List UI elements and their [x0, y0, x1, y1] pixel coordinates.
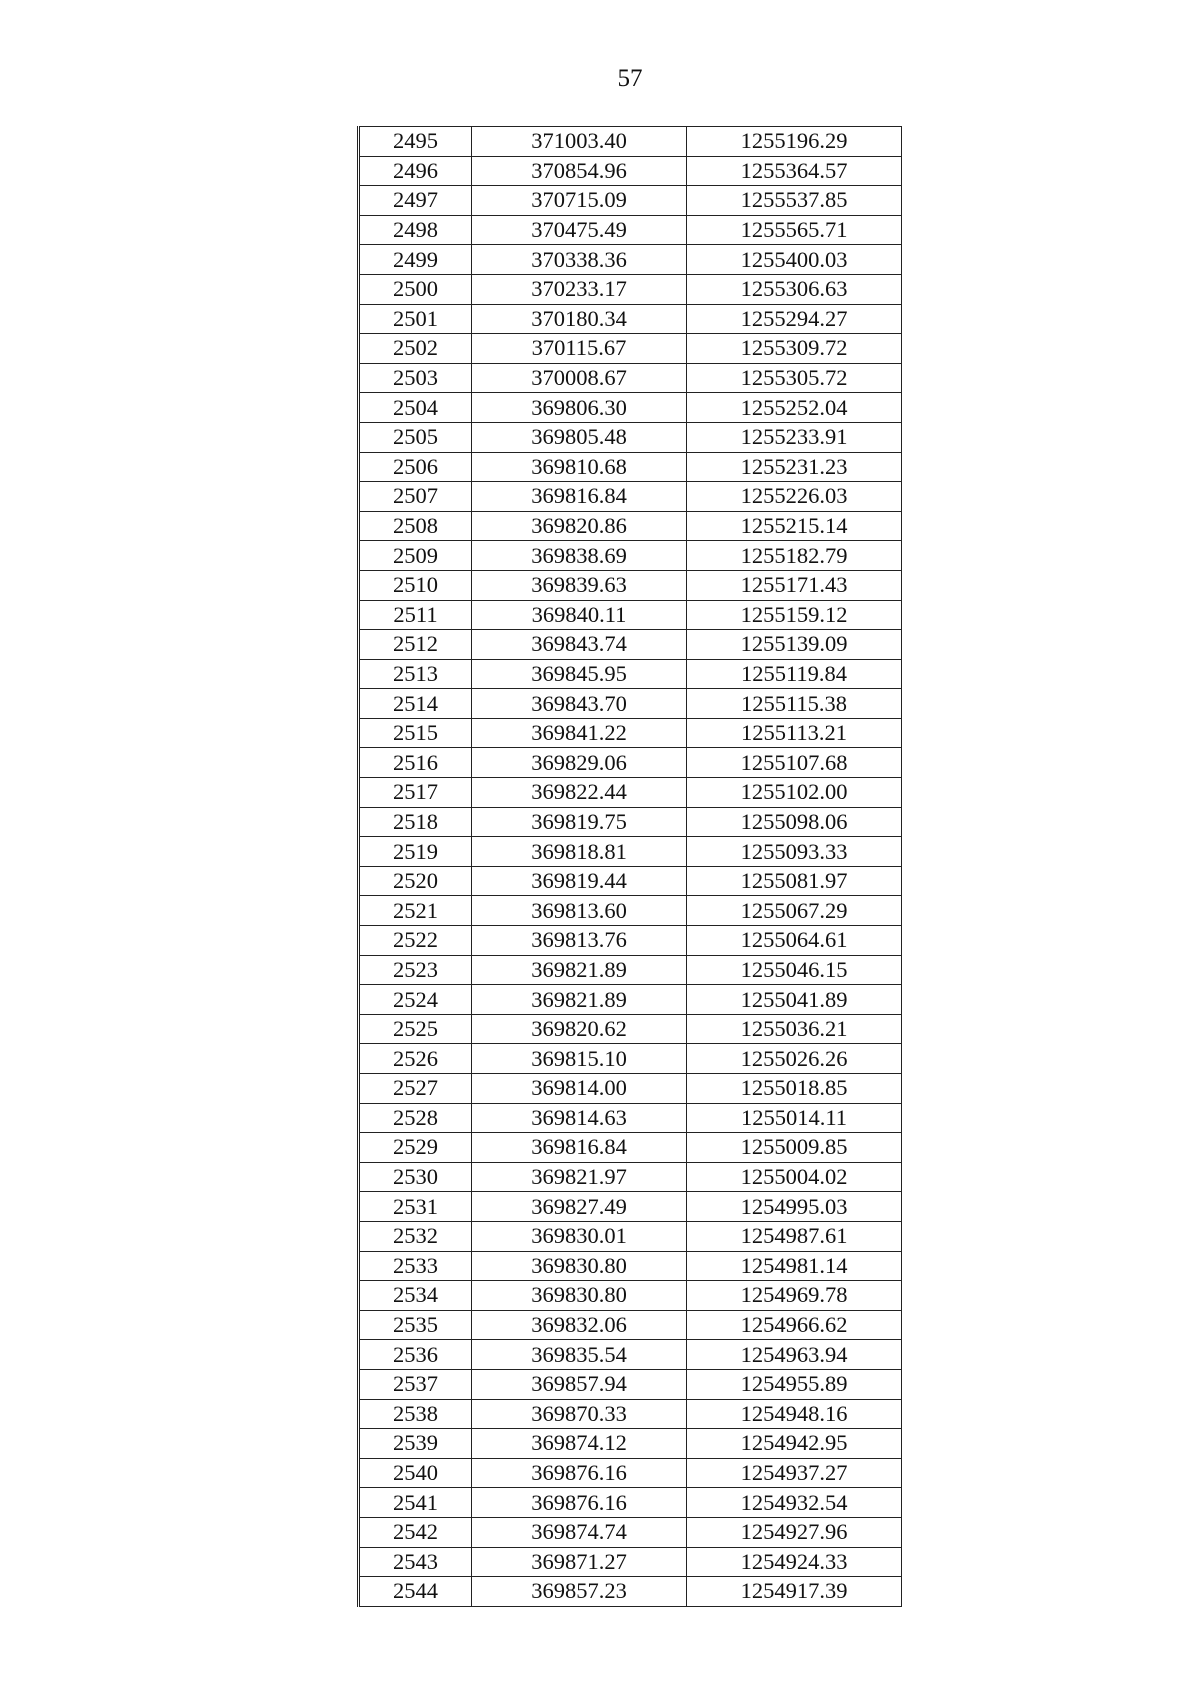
y-coordinate-cell: 1255102.00 — [687, 778, 902, 808]
point-number-cell: 2508 — [359, 511, 472, 541]
x-coordinate-cell: 369830.01 — [472, 1221, 687, 1251]
y-coordinate-cell: 1255215.14 — [687, 511, 902, 541]
point-number-cell: 2504 — [359, 393, 472, 423]
y-coordinate-cell: 1254955.89 — [687, 1369, 902, 1399]
x-coordinate-cell: 369820.86 — [472, 511, 687, 541]
table-row — [359, 630, 902, 660]
point-number-cell: 2514 — [359, 689, 472, 719]
y-coordinate-cell: 1254917.39 — [687, 1577, 902, 1607]
point-number-cell: 2517 — [359, 778, 472, 808]
x-coordinate-cell: 370008.67 — [472, 363, 687, 393]
point-number-cell: 2509 — [359, 541, 472, 571]
table-row — [359, 600, 902, 630]
x-coordinate-cell: 369838.69 — [472, 541, 687, 571]
y-coordinate-cell: 1255400.03 — [687, 245, 902, 275]
x-coordinate-cell: 369820.62 — [472, 1014, 687, 1044]
point-number-cell: 2540 — [359, 1458, 472, 1488]
table-row — [359, 334, 902, 364]
table-row — [359, 452, 902, 482]
point-number-cell: 2529 — [359, 1133, 472, 1163]
y-coordinate-cell: 1254987.61 — [687, 1221, 902, 1251]
x-coordinate-cell: 369829.06 — [472, 748, 687, 778]
table-row — [359, 1162, 902, 1192]
point-number-cell: 2539 — [359, 1429, 472, 1459]
point-number-cell: 2535 — [359, 1310, 472, 1340]
point-number-cell: 2520 — [359, 866, 472, 896]
point-number-cell: 2536 — [359, 1340, 472, 1370]
point-number-cell: 2543 — [359, 1547, 472, 1577]
x-coordinate-cell: 369813.76 — [472, 926, 687, 956]
table-row — [359, 1281, 902, 1311]
x-coordinate-cell: 369835.54 — [472, 1340, 687, 1370]
table-row — [359, 689, 902, 719]
x-coordinate-cell: 370715.09 — [472, 186, 687, 216]
point-number-cell: 2532 — [359, 1221, 472, 1251]
point-number-cell: 2497 — [359, 186, 472, 216]
x-coordinate-cell: 370854.96 — [472, 156, 687, 186]
x-coordinate-cell: 369839.63 — [472, 570, 687, 600]
point-number-cell: 2525 — [359, 1014, 472, 1044]
table-row — [359, 1369, 902, 1399]
table-row — [359, 837, 902, 867]
table-row — [359, 718, 902, 748]
table-row — [359, 186, 902, 216]
table-row — [359, 511, 902, 541]
point-number-cell: 2528 — [359, 1103, 472, 1133]
table-row — [359, 245, 902, 275]
y-coordinate-cell: 1255081.97 — [687, 866, 902, 896]
y-coordinate-cell: 1255067.29 — [687, 896, 902, 926]
x-coordinate-cell: 369871.27 — [472, 1547, 687, 1577]
y-coordinate-cell: 1255009.85 — [687, 1133, 902, 1163]
x-coordinate-cell: 369857.94 — [472, 1369, 687, 1399]
x-coordinate-cell: 369841.22 — [472, 718, 687, 748]
point-number-cell: 2512 — [359, 630, 472, 660]
point-number-cell: 2533 — [359, 1251, 472, 1281]
table-row — [359, 659, 902, 689]
table-row — [359, 926, 902, 956]
y-coordinate-cell: 1255305.72 — [687, 363, 902, 393]
point-number-cell: 2513 — [359, 659, 472, 689]
x-coordinate-cell: 370475.49 — [472, 215, 687, 245]
x-coordinate-cell: 369816.84 — [472, 482, 687, 512]
point-number-cell: 2516 — [359, 748, 472, 778]
point-number-cell: 2501 — [359, 304, 472, 334]
table-row — [359, 1103, 902, 1133]
table-row — [359, 896, 902, 926]
table-row — [359, 215, 902, 245]
x-coordinate-cell: 370115.67 — [472, 334, 687, 364]
x-coordinate-cell: 369843.74 — [472, 630, 687, 660]
x-coordinate-cell: 369845.95 — [472, 659, 687, 689]
y-coordinate-cell: 1255537.85 — [687, 186, 902, 216]
x-coordinate-cell: 369857.23 — [472, 1577, 687, 1607]
table-row — [359, 1074, 902, 1104]
table-row — [359, 127, 902, 157]
x-coordinate-cell: 369870.33 — [472, 1399, 687, 1429]
y-coordinate-cell: 1255115.38 — [687, 689, 902, 719]
y-coordinate-cell: 1255046.15 — [687, 955, 902, 985]
y-coordinate-cell: 1255004.02 — [687, 1162, 902, 1192]
y-coordinate-cell: 1255231.23 — [687, 452, 902, 482]
point-number-cell: 2507 — [359, 482, 472, 512]
table-row — [359, 1192, 902, 1222]
y-coordinate-cell: 1255026.26 — [687, 1044, 902, 1074]
y-coordinate-cell: 1255252.04 — [687, 393, 902, 423]
table-row — [359, 570, 902, 600]
x-coordinate-cell: 369814.00 — [472, 1074, 687, 1104]
table-row — [359, 1044, 902, 1074]
point-number-cell: 2530 — [359, 1162, 472, 1192]
table-row — [359, 393, 902, 423]
table-row — [359, 541, 902, 571]
y-coordinate-cell: 1255139.09 — [687, 630, 902, 660]
y-coordinate-cell: 1255565.71 — [687, 215, 902, 245]
y-coordinate-cell: 1254942.95 — [687, 1429, 902, 1459]
y-coordinate-cell: 1255294.27 — [687, 304, 902, 334]
point-number-cell: 2496 — [359, 156, 472, 186]
table-row — [359, 985, 902, 1015]
y-coordinate-cell: 1255119.84 — [687, 659, 902, 689]
y-coordinate-cell: 1254969.78 — [687, 1281, 902, 1311]
point-number-cell: 2502 — [359, 334, 472, 364]
y-coordinate-cell: 1255196.29 — [687, 127, 902, 157]
point-number-cell: 2500 — [359, 274, 472, 304]
point-number-cell: 2526 — [359, 1044, 472, 1074]
point-number-cell: 2510 — [359, 570, 472, 600]
point-number-cell: 2498 — [359, 215, 472, 245]
y-coordinate-cell: 1255041.89 — [687, 985, 902, 1015]
point-number-cell: 2537 — [359, 1369, 472, 1399]
x-coordinate-cell: 369840.11 — [472, 600, 687, 630]
x-coordinate-cell: 369805.48 — [472, 422, 687, 452]
point-number-cell: 2518 — [359, 807, 472, 837]
y-coordinate-cell: 1255098.06 — [687, 807, 902, 837]
point-number-cell: 2542 — [359, 1517, 472, 1547]
table-row — [359, 866, 902, 896]
table-row — [359, 363, 902, 393]
point-number-cell: 2531 — [359, 1192, 472, 1222]
table-row — [359, 1488, 902, 1518]
point-number-cell: 2534 — [359, 1281, 472, 1311]
table-row — [359, 1429, 902, 1459]
x-coordinate-cell: 369813.60 — [472, 896, 687, 926]
coordinates-table — [357, 126, 902, 1607]
x-coordinate-cell: 369821.89 — [472, 985, 687, 1015]
y-coordinate-cell: 1254963.94 — [687, 1340, 902, 1370]
point-number-cell: 2511 — [359, 600, 472, 630]
x-coordinate-cell: 369816.84 — [472, 1133, 687, 1163]
x-coordinate-cell: 371003.40 — [472, 127, 687, 157]
table-row — [359, 156, 902, 186]
point-number-cell: 2521 — [359, 896, 472, 926]
table-row — [359, 807, 902, 837]
y-coordinate-cell: 1254948.16 — [687, 1399, 902, 1429]
y-coordinate-cell: 1254966.62 — [687, 1310, 902, 1340]
x-coordinate-cell: 369810.68 — [472, 452, 687, 482]
y-coordinate-cell: 1255018.85 — [687, 1074, 902, 1104]
point-number-cell: 2541 — [359, 1488, 472, 1518]
x-coordinate-cell: 369815.10 — [472, 1044, 687, 1074]
table-row — [359, 1517, 902, 1547]
x-coordinate-cell: 369819.75 — [472, 807, 687, 837]
y-coordinate-cell: 1255226.03 — [687, 482, 902, 512]
y-coordinate-cell: 1254927.96 — [687, 1517, 902, 1547]
y-coordinate-cell: 1255093.33 — [687, 837, 902, 867]
y-coordinate-cell: 1255182.79 — [687, 541, 902, 571]
table-row — [359, 1458, 902, 1488]
y-coordinate-cell: 1255036.21 — [687, 1014, 902, 1044]
point-number-cell: 2515 — [359, 718, 472, 748]
y-coordinate-cell: 1255309.72 — [687, 334, 902, 364]
point-number-cell: 2505 — [359, 422, 472, 452]
x-coordinate-cell: 369876.16 — [472, 1488, 687, 1518]
y-coordinate-cell: 1254937.27 — [687, 1458, 902, 1488]
coordinates-table-body — [359, 127, 902, 1607]
table-row — [359, 274, 902, 304]
x-coordinate-cell: 369819.44 — [472, 866, 687, 896]
y-coordinate-cell: 1255113.21 — [687, 718, 902, 748]
point-number-cell: 2523 — [359, 955, 472, 985]
table-row — [359, 1310, 902, 1340]
x-coordinate-cell: 369814.63 — [472, 1103, 687, 1133]
x-coordinate-cell: 370180.34 — [472, 304, 687, 334]
point-number-cell: 2506 — [359, 452, 472, 482]
table-row — [359, 1014, 902, 1044]
table-row — [359, 748, 902, 778]
y-coordinate-cell: 1255064.61 — [687, 926, 902, 956]
y-coordinate-cell: 1254981.14 — [687, 1251, 902, 1281]
y-coordinate-cell: 1255014.11 — [687, 1103, 902, 1133]
y-coordinate-cell: 1255306.63 — [687, 274, 902, 304]
point-number-cell: 2544 — [359, 1577, 472, 1607]
y-coordinate-cell: 1254924.33 — [687, 1547, 902, 1577]
page-number: 57 — [617, 65, 643, 92]
x-coordinate-cell: 369843.70 — [472, 689, 687, 719]
table-row — [359, 1577, 902, 1607]
table-row — [359, 778, 902, 808]
x-coordinate-cell: 370338.36 — [472, 245, 687, 275]
y-coordinate-cell: 1254995.03 — [687, 1192, 902, 1222]
point-number-cell: 2538 — [359, 1399, 472, 1429]
y-coordinate-cell: 1255159.12 — [687, 600, 902, 630]
table-row — [359, 304, 902, 334]
y-coordinate-cell: 1254932.54 — [687, 1488, 902, 1518]
table-row — [359, 1399, 902, 1429]
x-coordinate-cell: 369830.80 — [472, 1281, 687, 1311]
x-coordinate-cell: 369818.81 — [472, 837, 687, 867]
point-number-cell: 2503 — [359, 363, 472, 393]
x-coordinate-cell: 369874.12 — [472, 1429, 687, 1459]
point-number-cell: 2527 — [359, 1074, 472, 1104]
point-number-cell: 2519 — [359, 837, 472, 867]
x-coordinate-cell: 369822.44 — [472, 778, 687, 808]
table-row — [359, 1133, 902, 1163]
table-row — [359, 1251, 902, 1281]
x-coordinate-cell: 369874.74 — [472, 1517, 687, 1547]
table-row — [359, 1221, 902, 1251]
table-row — [359, 1340, 902, 1370]
point-number-cell: 2522 — [359, 926, 472, 956]
table-row — [359, 482, 902, 512]
table-row — [359, 955, 902, 985]
y-coordinate-cell: 1255107.68 — [687, 748, 902, 778]
y-coordinate-cell: 1255364.57 — [687, 156, 902, 186]
x-coordinate-cell: 369821.97 — [472, 1162, 687, 1192]
table-row — [359, 1547, 902, 1577]
y-coordinate-cell: 1255233.91 — [687, 422, 902, 452]
x-coordinate-cell: 369832.06 — [472, 1310, 687, 1340]
x-coordinate-cell: 369806.30 — [472, 393, 687, 423]
x-coordinate-cell: 369830.80 — [472, 1251, 687, 1281]
x-coordinate-cell: 369876.16 — [472, 1458, 687, 1488]
point-number-cell: 2495 — [359, 127, 472, 157]
y-coordinate-cell: 1255171.43 — [687, 570, 902, 600]
x-coordinate-cell: 370233.17 — [472, 274, 687, 304]
point-number-cell: 2499 — [359, 245, 472, 275]
table-row — [359, 422, 902, 452]
x-coordinate-cell: 369827.49 — [472, 1192, 687, 1222]
x-coordinate-cell: 369821.89 — [472, 955, 687, 985]
point-number-cell: 2524 — [359, 985, 472, 1015]
